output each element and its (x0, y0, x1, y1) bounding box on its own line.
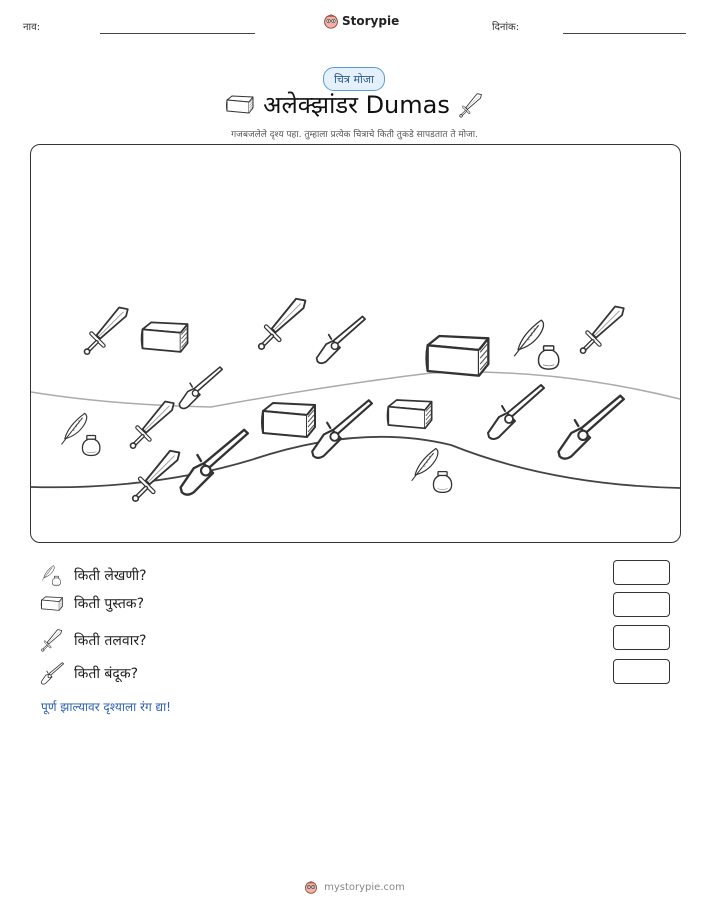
question-book (40, 594, 144, 613)
answer-box-sword[interactable] (613, 625, 670, 650)
storypie-logo-icon (304, 880, 318, 894)
date-label: दिनांक: (492, 22, 520, 33)
answer-box-musket[interactable] (613, 659, 670, 684)
brand-name: Storypie (342, 14, 400, 28)
sword-icon (580, 306, 623, 353)
counting-scene (30, 144, 681, 543)
coloring-note: पूर्ण झाल्यावर दृश्याला रंग द्या! (41, 700, 171, 714)
book-icon (262, 403, 315, 437)
site-url: mystorypie.com (324, 881, 405, 893)
answer-box-book[interactable] (613, 592, 670, 617)
book-icon (427, 336, 489, 376)
quill-icon (40, 562, 64, 588)
quill-icon (514, 320, 559, 369)
musket-icon (317, 316, 366, 363)
book-icon (40, 595, 64, 613)
date-line[interactable] (563, 33, 686, 34)
book-icon (225, 94, 255, 116)
instructions: गजबजलेले दृश्य पहा. तुम्हाला प्रत्येक चित्राचे किती तुकडे सापडतात ते मोजा. (231, 130, 478, 140)
question-label: किती पुस्तक? (74, 596, 144, 612)
question-label: किती तलवार? (74, 632, 147, 649)
sword-icon (130, 401, 173, 448)
sword-icon (84, 307, 127, 354)
answer-box-quill[interactable] (613, 560, 670, 585)
musket-icon (181, 430, 248, 495)
scene-illustration (31, 145, 680, 542)
quill-icon (61, 413, 99, 455)
question-quill (40, 562, 147, 588)
sword-icon (458, 91, 484, 119)
question-musket (40, 660, 138, 686)
title-text: अलेक्झांडर Dumas (263, 91, 450, 119)
musket-icon (559, 396, 624, 459)
sword-icon (133, 451, 180, 501)
book-icon (142, 322, 188, 351)
brand-logo (323, 13, 399, 29)
sword-icon (259, 299, 306, 349)
question-sword (40, 627, 146, 653)
storypie-logo-icon (323, 13, 339, 29)
question-label: किती लेखणी? (74, 567, 147, 584)
name-line[interactable] (100, 33, 255, 34)
question-label: किती बंदूक? (74, 665, 139, 682)
name-label: नाव: (23, 22, 41, 33)
book-icon (388, 400, 432, 428)
site-footer (0, 880, 709, 894)
sword-icon (40, 627, 64, 653)
musket-icon (179, 367, 222, 408)
musket-icon (312, 400, 372, 458)
musket-icon (488, 385, 544, 439)
page-title (0, 88, 709, 121)
quill-icon (412, 448, 452, 492)
musket-icon (40, 660, 64, 686)
activity-badge: चित्र मोजा (323, 67, 385, 91)
